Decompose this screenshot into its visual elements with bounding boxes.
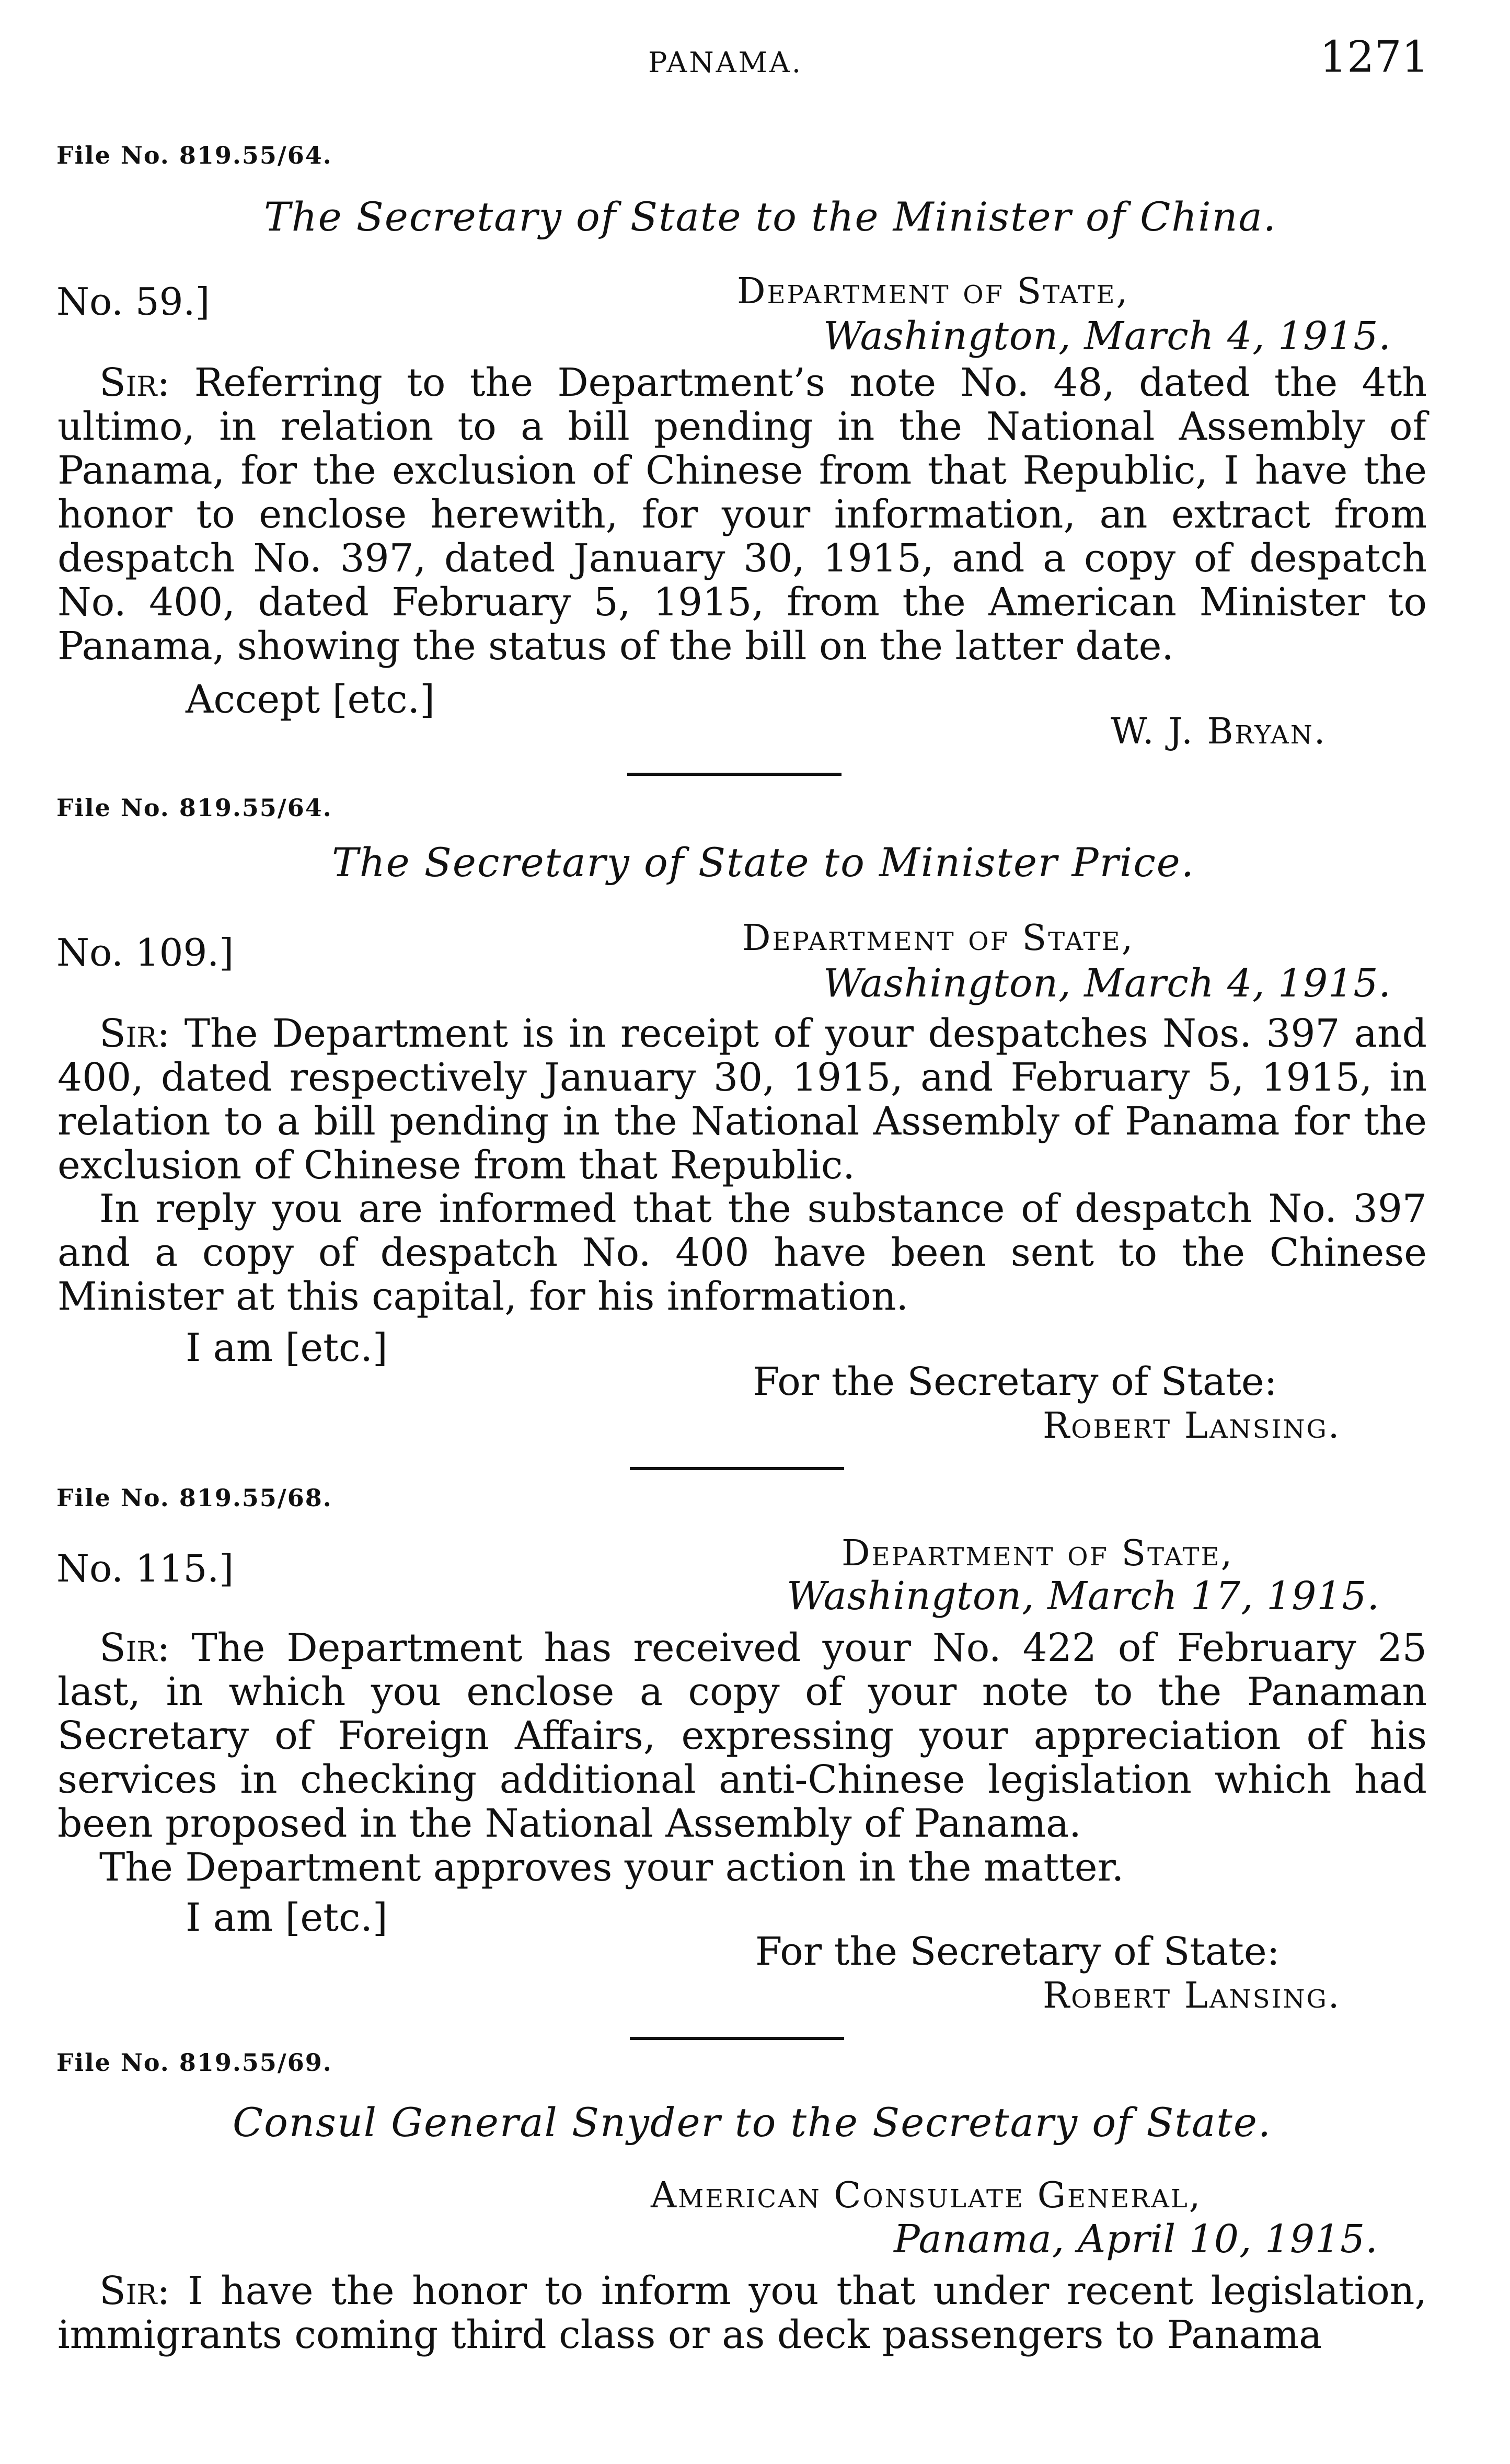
department-line: Department of State,	[742, 918, 1135, 959]
despatch-number: No. 115.]	[56, 1546, 234, 1590]
consulate-line: American Consulate General,	[651, 2175, 1202, 2216]
for-secretary-line: For the Secretary of State:	[753, 1359, 1277, 1404]
section-divider	[627, 773, 842, 776]
place-date: Washington, March 4, 1915.	[823, 314, 1391, 359]
section-title: The Secretary of State to Minister Price.	[332, 839, 1195, 886]
section-title: Consul General Snyder to the Secretary of State.	[233, 2099, 1272, 2146]
salutation: Sir:	[99, 1625, 170, 1670]
letter-body	[57, 1626, 1427, 1846]
closing: I am [etc.]	[186, 1325, 388, 1370]
salutation: Sir:	[99, 360, 170, 405]
signature: Robert Lansing.	[1043, 1975, 1341, 2016]
department-line: Department of State,	[737, 271, 1129, 312]
closing: I am [etc.]	[186, 1895, 388, 1940]
body-text: I have the honor to inform you that under recent legislation, immigrants coming third class or as deck passengers to Panama	[57, 2268, 1427, 2357]
body-text: The Department is in receipt of your despatches Nos. 397 and 400, dated respectively January 30, 1915, and February 5, 1915, in relation to a bill pending in the National Assembly of Panama for the exclusion of Chinese from that Republic.	[57, 1011, 1427, 1188]
file-number: File No. 819.55/68.	[56, 1484, 332, 1512]
salutation: Sir:	[99, 2268, 170, 2313]
body-text: The Department has received your No. 422 of February 25 last, in which you enclose a copy of your note to the Panaman Secretary of Foreign Affairs, expressing your appreciation of his services in checking additional anti-Chinese legislation which had been proposed in the National Assembly of Panama.	[57, 1625, 1427, 1846]
file-number: File No. 819.55/69.	[56, 2048, 332, 2077]
despatch-number: No. 109.]	[56, 931, 234, 975]
salutation: Sir:	[99, 1011, 170, 1056]
body-text: Referring to the Department’s note No. 48, dated the 4th ultimo, in relation to a bill pending in the National Assembly of Panama, for the exclusion of Chinese from that Republic, I have the honor to enclose herewith, for your information, an extract from despatch No. 397, dated January 30, 1915, and a copy of despatch No. 400, dated February 5, 1915, from the American Minister to Panama, showing the status of the bill on the latter date.	[57, 360, 1427, 669]
section-divider	[630, 2037, 844, 2040]
file-number: File No. 819.55/64.	[56, 141, 332, 169]
letter-body	[57, 1012, 1427, 1187]
section-divider	[630, 1467, 844, 1470]
place-date: Panama, April 10, 1915.	[894, 2217, 1378, 2262]
letter-body	[57, 2269, 1427, 2357]
despatch-number: No. 59.]	[56, 280, 210, 324]
closing: Accept [etc.]	[186, 677, 435, 722]
page-number: 1271	[1320, 32, 1429, 82]
for-secretary-line: For the Secretary of State:	[755, 1929, 1280, 1974]
running-head: PANAMA.	[648, 46, 803, 79]
letter-body-continued: The Department approves your action in the matter.	[99, 1845, 1124, 1890]
section-title: The Secretary of State to the Minister of China.	[264, 193, 1277, 240]
letter-body-continued: In reply you are informed that the substance of despatch No. 397 and a copy of despatch No. 400 have been sent to the Chinese Minister at this capital, for his information.	[57, 1186, 1427, 1319]
signature: Robert Lansing.	[1043, 1405, 1341, 1447]
place-date: Washington, March 4, 1915.	[823, 961, 1391, 1006]
letter-body	[57, 361, 1427, 668]
place-date: Washington, March 17, 1915.	[787, 1574, 1380, 1619]
department-line: Department of State,	[842, 1533, 1234, 1574]
file-number: File No. 819.55/64.	[56, 794, 332, 822]
signature: W. J. Bryan.	[1111, 711, 1327, 752]
